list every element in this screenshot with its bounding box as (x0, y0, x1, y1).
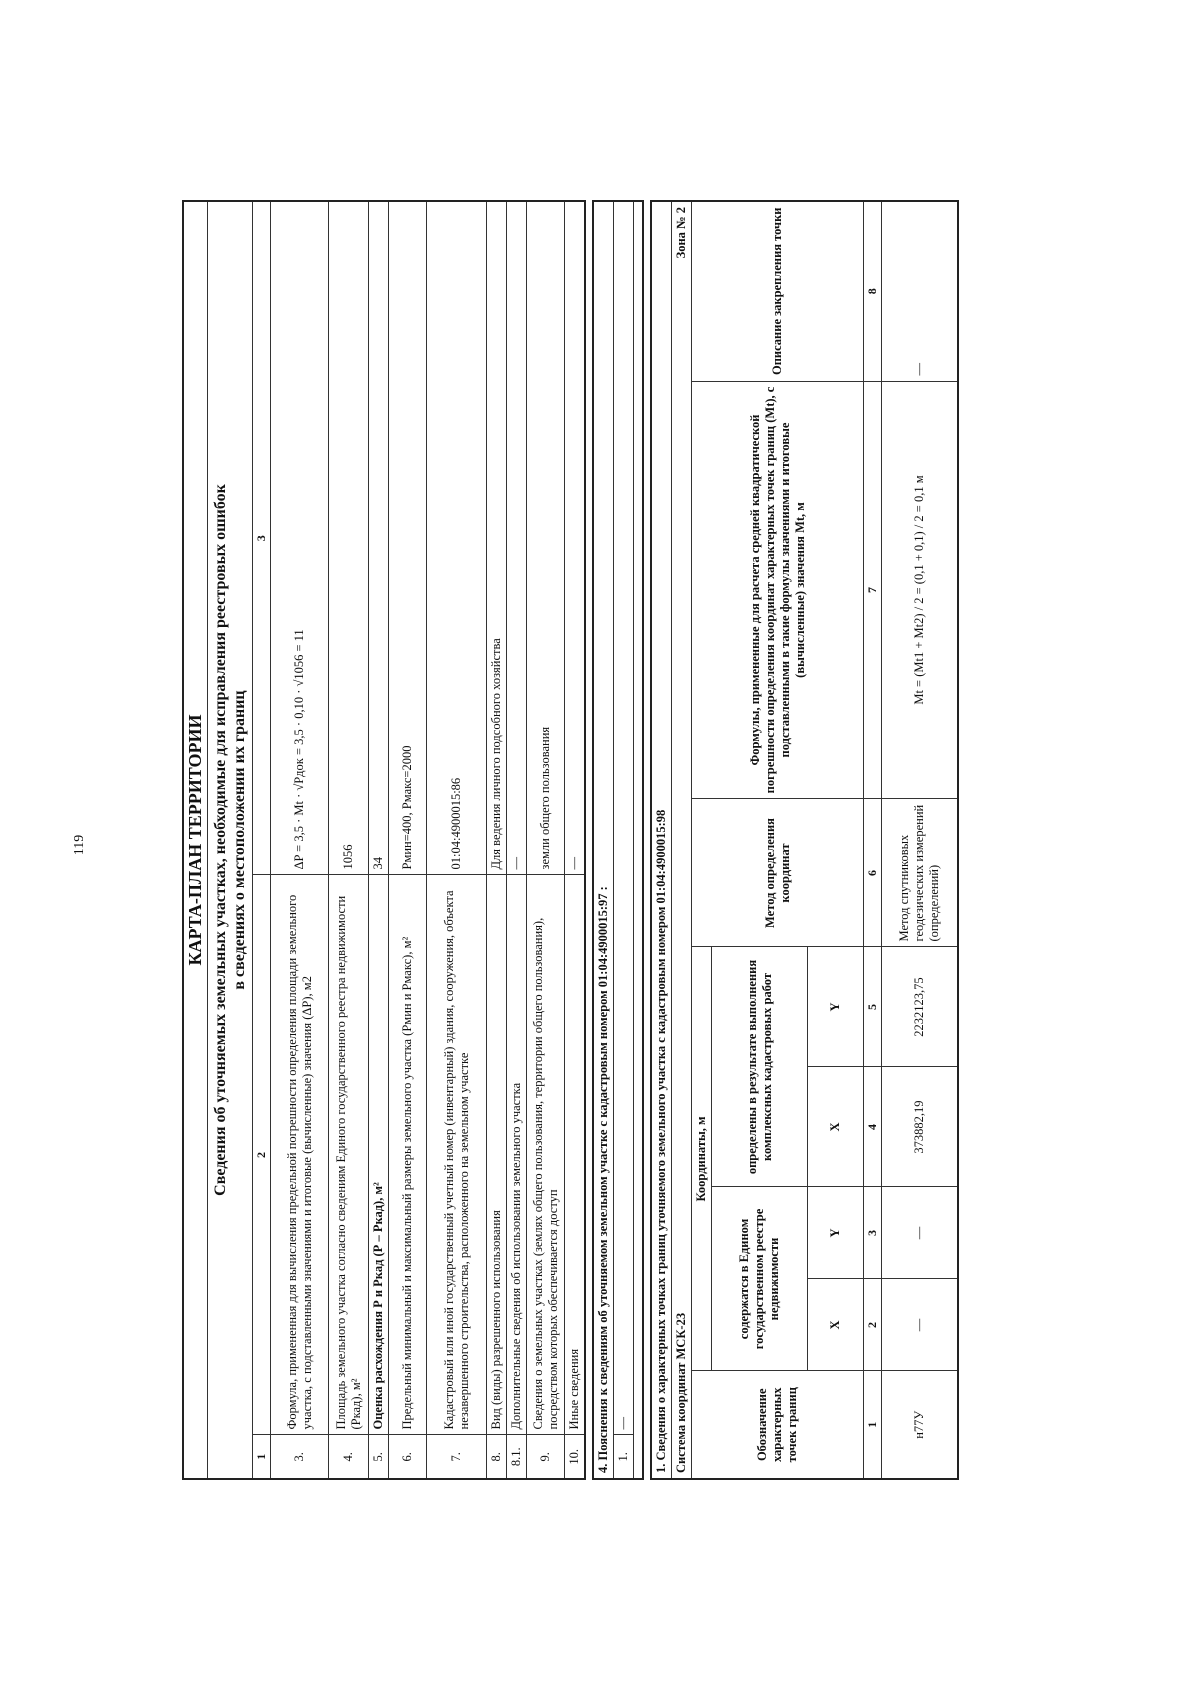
header-description: Описание закрепления точки (692, 201, 864, 381)
header-x: X (808, 1279, 864, 1371)
main-table (182, 200, 586, 1480)
subtitle-line-1: Сведения об уточняемых земельных участках, необходимые для исправления реестровых ошибок (212, 484, 229, 1196)
title-row (183, 201, 208, 1479)
header-method: Метод определения координат (692, 799, 864, 947)
column-number-row (864, 201, 882, 1479)
row-number: 4. (329, 1435, 369, 1479)
row-name: Дополнительные сведения об использовании земельного участка (507, 875, 527, 1435)
table-row (389, 201, 427, 1479)
egrn-y: — (882, 1187, 958, 1279)
row-value: Рмин=400, Рмакс=2000 (389, 201, 427, 875)
row-name: Вид (виды) разрешенного использования (487, 875, 507, 1435)
col-number: 5 (864, 947, 882, 1067)
col-number: 1 (864, 1371, 882, 1479)
header-y: Y (808, 947, 864, 1067)
row-number: 8.1. (507, 1435, 527, 1479)
formula: Mt = (Mt1 + Mt2) / 2 = (0,1 + 0,1) / 2 = 0,1 м (882, 381, 958, 799)
table-row (271, 201, 329, 1479)
header-formula: Формулы, примененные для расчета средней квадратической погрешности определения координат характерных точек границ (Mt), с подставленными в такие формулы значениями и итоговые (вычисленные) значения Mt, м (692, 381, 864, 799)
col-number: 8 (864, 201, 882, 381)
page-number: 119 (72, 834, 87, 856)
table-row (487, 201, 507, 1479)
header-coordinates: Координаты, м (692, 947, 712, 1371)
table-row (329, 201, 369, 1479)
rotated-sheet (182, 200, 1042, 1480)
description: — (882, 201, 958, 381)
table-row (527, 201, 565, 1479)
row-value: ΔP = 3,5 · Mt · √Pдок = 3,5 · 0,10 · √1056 = 11 (271, 201, 329, 875)
coord-x: 373882,19 (882, 1067, 958, 1187)
section-1-heading-row (651, 201, 672, 1479)
row-name: Сведения о земельных участках (землях общего пользования, территории общего пользования), посредством которых обеспечивается доступ (527, 875, 565, 1435)
row-value: земли общего пользования (527, 201, 565, 875)
row-value: — (614, 201, 634, 1435)
section-4-heading-row (593, 201, 614, 1479)
section-4-table (592, 200, 644, 1480)
point-id: н77У (882, 1371, 958, 1479)
coordinate-system: Система координат МСК-23 (672, 381, 692, 1479)
row-name: Формула, примененная для вычисления предельной погрешности определения площади земельного участка, с подставленными значениями и итоговые (вычисленные) значения (ΔP), м2 (271, 875, 329, 1435)
column-number-row (253, 201, 271, 1479)
header-x: X (808, 1067, 864, 1187)
table-row (369, 201, 389, 1479)
row-number: 10. (565, 1435, 586, 1479)
col-number: 6 (864, 799, 882, 947)
subtitle-line-2: в сведениях о местоположении их границ (231, 690, 248, 990)
spacer (634, 201, 644, 1479)
row-number: 5. (369, 1435, 389, 1479)
row-name: Предельный минимальный и максимальный размеры земельного участка (Рмин и Рмакс), м² (389, 875, 427, 1435)
row-number: 7. (427, 1435, 487, 1479)
section-4-heading: 4. Пояснения к сведениям об уточняемом земельном участке с кадастровым номером 01:04:4900015:97 : (593, 201, 614, 1479)
table-row (565, 201, 586, 1479)
section-1-heading: 1. Сведения о характерных точках границ уточняемого земельного участка с кадастровым номером 01:04:4900015:98 (651, 201, 672, 1479)
row-name: Кадастровый или иной государственный учетный номер (инвентарный) здания, сооружения, объекта незавершенного строительства, расположенного на земельном участке (427, 875, 487, 1435)
row-number: 6. (389, 1435, 427, 1479)
col-number: 3 (864, 1187, 882, 1279)
row-value: 34 (369, 201, 389, 875)
col-number: 1 (253, 1435, 271, 1479)
spacer-row (634, 201, 644, 1479)
table-row (882, 201, 958, 1479)
col-number: 4 (864, 1067, 882, 1187)
table-row (614, 201, 634, 1479)
row-name: Иные сведения (565, 875, 586, 1435)
table-row (427, 201, 487, 1479)
page-subtitle (208, 201, 253, 1479)
header-row (692, 201, 712, 1479)
row-number: 8. (487, 1435, 507, 1479)
col-number: 3 (253, 201, 271, 875)
coordinate-system-row (672, 201, 692, 1479)
col-number: 7 (864, 381, 882, 799)
method: Метод спутниковых геодезических измерений (определений) (882, 799, 958, 947)
row-name: Оценка расхождения Р и Ркад (Р – Ркад), м² (369, 875, 389, 1435)
row-value: 1056 (329, 201, 369, 875)
row-number: 1. (614, 1435, 634, 1479)
table-row (507, 201, 527, 1479)
row-number: 9. (527, 1435, 565, 1479)
coord-y: 2232123,75 (882, 947, 958, 1067)
row-value: 01:04:4900015:86 (427, 201, 487, 875)
row-value: — (507, 201, 527, 875)
header-y: Y (808, 1187, 864, 1279)
header-designation: Обозначение характерных точек границ (692, 1371, 864, 1479)
header-complex: определены в результате выполнения комплексных кадастровых работ (712, 947, 808, 1187)
coordinates-table (650, 200, 959, 1480)
page-title: КАРТА-ПЛАН ТЕРРИТОРИИ (183, 201, 208, 1479)
col-number: 2 (253, 875, 271, 1435)
row-value: — (565, 201, 586, 875)
header-egrn: содержатся в Едином государственном реестре недвижимости (712, 1187, 808, 1371)
zone-label: Зона № 2 (672, 201, 692, 381)
subtitle-row (208, 201, 253, 1479)
row-value: Для ведения личного подсобного хозяйства (487, 201, 507, 875)
row-number: 3. (271, 1435, 329, 1479)
col-number: 2 (864, 1279, 882, 1371)
egrn-x: — (882, 1279, 958, 1371)
row-name: Площадь земельного участка согласно сведениям Единого государственного реестра недвижимости (Ркад), м² (329, 875, 369, 1435)
